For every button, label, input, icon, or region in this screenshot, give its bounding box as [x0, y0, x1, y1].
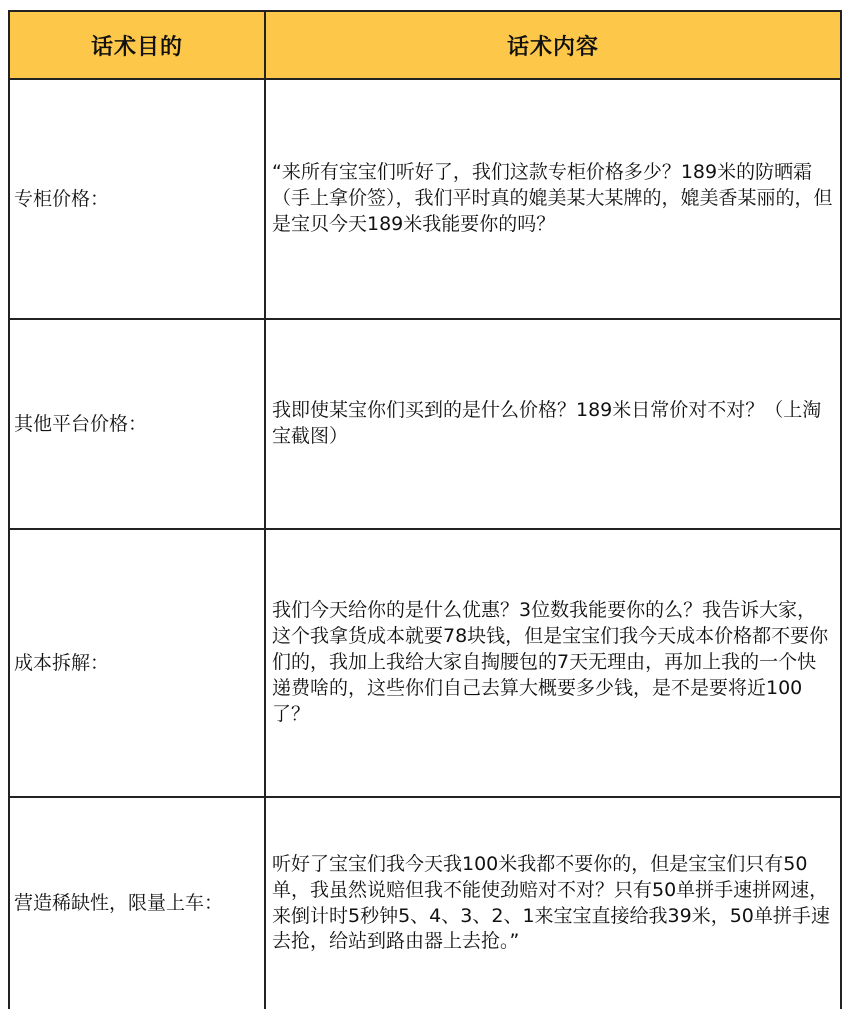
- row-4-content: [266, 798, 840, 1009]
- header-content: [266, 12, 840, 80]
- row-3-purpose: [10, 530, 266, 798]
- row-2-purpose: [10, 320, 266, 530]
- row-2-content: [266, 320, 840, 530]
- script-table: [8, 10, 842, 1009]
- header-content-label: 话术内容: [506, 34, 599, 60]
- row-1-content-text: “来所有宝宝们听好了，我们这款专柜价格多少？189米的防晒霜（手上拿价签），我们平时真的媲美某大某牌的，媲美香某丽的，但是宝贝今天189米我能要你的吗？: [272, 161, 833, 235]
- row-4-purpose-text: 营造稀缺性，限量上车：: [14, 892, 224, 915]
- row-3-content: [266, 530, 840, 798]
- row-2-purpose-text: 其他平台价格：: [14, 412, 148, 435]
- row-1-purpose-text: 专柜价格：: [14, 187, 110, 210]
- row-4-content-text: 听好了宝宝们我今天我100米我都不要你的，但是宝宝们只有50单，我虽然说赔但我不能使劲赔对不对？只有50单拼手速拼网速，来倒计时5秒钟5、4、3、2、1来宝宝直接给我39米，50单拼手速去抢，给站到路由器上去抢。”: [272, 852, 830, 953]
- row-1-content: [266, 80, 840, 320]
- row-2-content-text: 我即使某宝你们买到的是什么价格？189米日常价对不对？（上淘宝截图）: [272, 399, 822, 447]
- row-3-content-text: 我们今天给你的是什么优惠？3位数我能要你的么？我告诉大家，这个我拿货成本就要78块钱，但是宝宝们我今天成本价格都不要你们的，我加上我给大家自掏腰包的7天无理由，再加上我的一个快递费啥的，这些你们自己去算大概要多少钱，是不是要将近100了？: [272, 599, 829, 725]
- row-4-purpose: [10, 798, 266, 1009]
- row-3-purpose-text: 成本拆解：: [14, 651, 110, 674]
- header-purpose-label: 话术目的: [90, 34, 183, 60]
- row-1-purpose: [10, 80, 266, 320]
- header-purpose: [10, 12, 266, 80]
